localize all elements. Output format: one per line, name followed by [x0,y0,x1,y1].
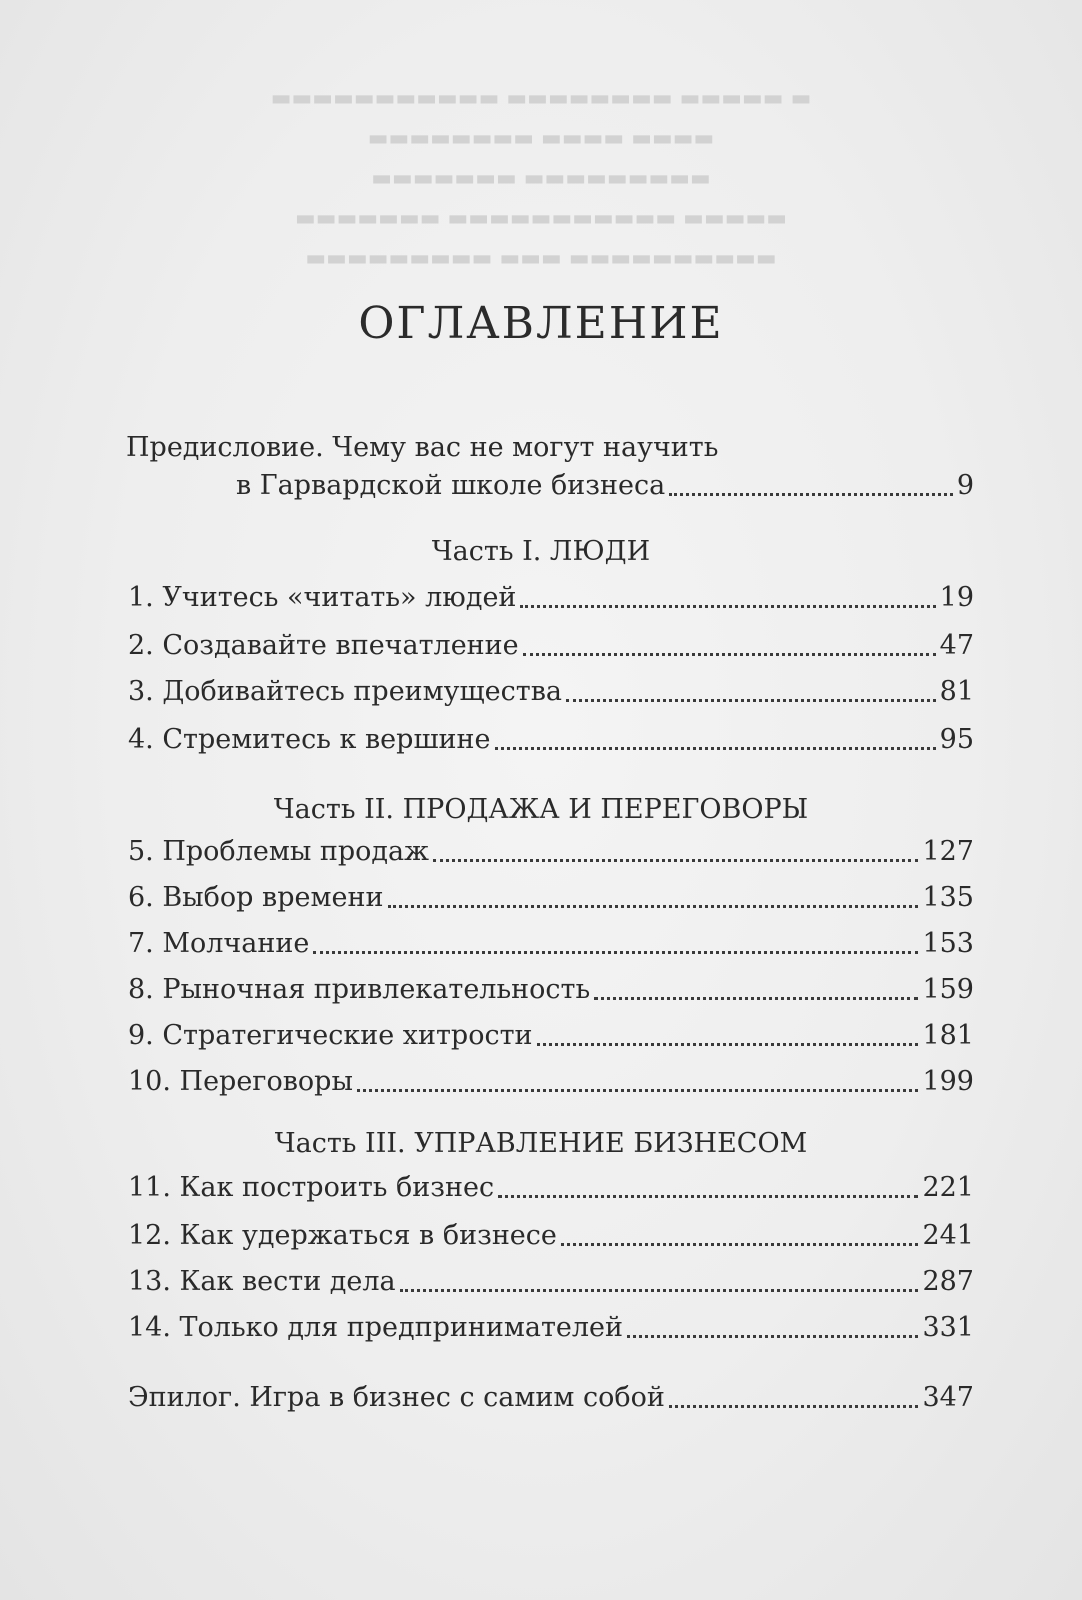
toc-entry-page: 127 [922,836,974,867]
toc-entry-label: 8. Рыночная привлекательность [128,974,591,1005]
dot-leader [495,747,936,750]
toc-entry-label: 6. Выбор времени [128,882,384,913]
toc-entry-preface [236,466,974,506]
dot-leader [400,1289,919,1292]
dot-leader [669,493,953,496]
dot-leader [357,1089,919,1092]
toc-entry-page: 135 [922,882,974,913]
toc-entry-page: 221 [922,1172,974,1203]
toc-entry-label: Эпилог. Игра в бизнес с самим собой [128,1382,665,1413]
toc-entry-page: 153 [922,928,974,959]
toc-entry [128,1062,974,1102]
toc-entry-label: 11. Как построить бизнес [128,1172,495,1203]
dot-leader [523,653,936,656]
dot-leader [669,1405,919,1408]
part-heading: Часть III. УПРАВЛЕНИЕ БИЗНЕСОМ [274,1128,808,1159]
toc-entry [128,1216,974,1256]
part-heading: Часть I. ЛЮДИ [431,536,651,567]
dot-leader [520,605,935,608]
toc-entry-label: 12. Как удержаться в бизнесе [128,1220,557,1251]
dot-leader [388,905,919,908]
toc-entry-label: 4. Стремитесь к вершине [128,724,491,755]
bleed-through-text: ▬▬▬▬ ▬▬▬▬ ▬▬▬▬▬▬▬▬ [367,126,715,151]
bleed-through-text: ▬▬▬▬▬▬▬▬▬▬ ▬▬▬ ▬▬▬▬▬▬▬▬▬ [305,246,777,271]
dot-leader [537,1043,919,1046]
dot-leader [313,951,918,954]
toc-entry [128,1262,974,1302]
toc-entry-page: 241 [922,1220,974,1251]
toc-entry-page: 199 [922,1066,974,1097]
toc-entry-label: 5. Проблемы продаж [128,836,429,867]
toc-entry [128,578,974,618]
dot-leader [561,1243,919,1246]
toc-entry [128,626,974,666]
toc-entry [128,672,974,712]
toc-entry-page: 181 [922,1020,974,1051]
toc-entry-page: 95 [939,724,974,755]
dot-leader [566,699,936,702]
bleed-through-text: ▬ ▬▬▬▬▬ ▬▬▬▬▬▬▬▬ ▬▬▬▬▬▬▬▬▬▬▬ [270,86,812,111]
page-title: ОГЛАВЛЕНИЕ [358,298,724,349]
toc-entry-page: 287 [922,1266,974,1297]
part-heading: Часть II. ПРОДАЖА И ПЕРЕГОВОРЫ [273,794,809,825]
toc-entry [128,832,974,872]
toc-entry-page: 81 [939,676,974,707]
toc-entry-page: 331 [922,1312,974,1343]
bleed-through-text: ▬▬▬▬▬▬▬▬▬ ▬▬▬▬▬▬▬ [371,166,711,191]
toc-entry [128,970,974,1010]
toc-entry-label: 13. Как вести дела [128,1266,396,1297]
preface-title-line1: Предисловие. Чему вас не могут научить [126,432,719,463]
toc-entry-label: в Гарвардской школе бизнеса [236,470,666,501]
toc-entry [128,924,974,964]
toc-entry [128,1308,974,1348]
toc-entry-label: 2. Создавайте впечатление [128,630,519,661]
toc-entry-label: 9. Стратегические хитрости [128,1020,533,1051]
toc-entry-label: 14. Только для предпринимателей [128,1312,624,1343]
toc-entry-label: 10. Переговоры [128,1066,353,1097]
toc-entry-epilogue [128,1378,974,1418]
bleed-through-text: ▬▬▬▬▬ ▬▬▬▬▬▬▬▬▬▬▬ ▬▬▬▬▬▬▬ [294,206,788,231]
toc-entry-label: 7. Молчание [128,928,310,959]
toc-entry-page: 9 [956,470,974,501]
toc-entry-page: 47 [939,630,974,661]
toc-entry-page: 347 [922,1382,974,1413]
toc-entry [128,1016,974,1056]
dot-leader [498,1195,918,1198]
dot-leader [433,859,918,862]
dot-leader [627,1335,918,1338]
toc-entry [128,720,974,760]
toc-entry-page: 19 [939,582,974,613]
toc-entry-label: 3. Добивайтесь преимущества [128,676,562,707]
toc-entry [128,878,974,918]
toc-entry-page: 159 [922,974,974,1005]
toc-entry-label: 1. Учитесь «читать» людей [128,582,517,613]
dot-leader [594,997,918,1000]
toc-entry [128,1168,974,1208]
